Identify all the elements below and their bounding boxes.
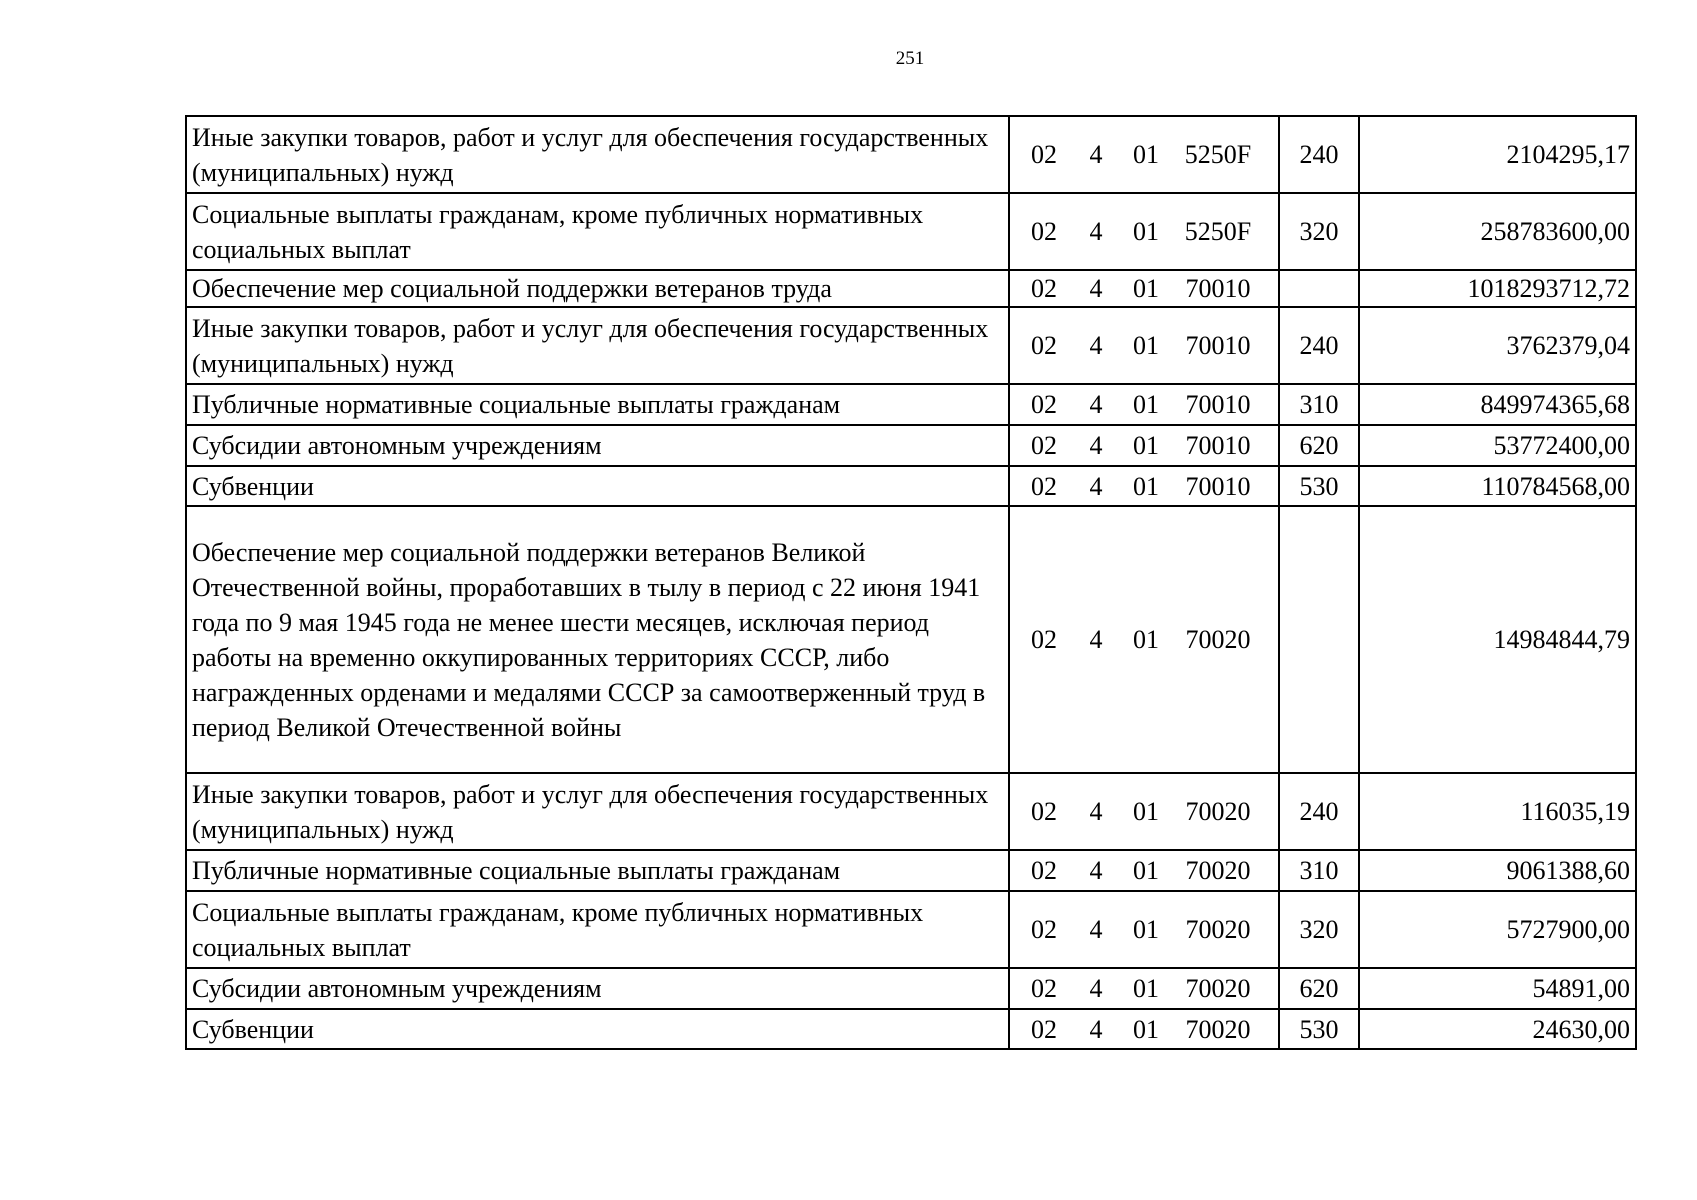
classification-code xyxy=(1009,773,1279,850)
code-part-1: 02 xyxy=(1031,431,1057,460)
code-part-1: 02 xyxy=(1031,274,1057,303)
table-row xyxy=(186,1009,1636,1049)
expense-type-code: 240 xyxy=(1279,773,1359,850)
expense-type-code: 320 xyxy=(1279,891,1359,968)
code-part-1: 02 xyxy=(1031,625,1057,654)
row-description: Обеспечение мер социальной поддержки ветеранов труда xyxy=(186,270,1009,307)
code-part-2: 4 xyxy=(1089,856,1103,885)
code-part-1: 02 xyxy=(1031,856,1057,885)
table-row xyxy=(186,193,1636,270)
code-part-4: 70020 xyxy=(1185,797,1251,826)
table-row xyxy=(186,116,1636,193)
amount: 2104295,17 xyxy=(1359,116,1636,193)
row-description: Иные закупки товаров, работ и услуг для обеспечения государственных (муниципальных) нужд xyxy=(186,773,1009,850)
table-row xyxy=(186,307,1636,384)
code-part-2: 4 xyxy=(1089,431,1103,460)
row-description: Публичные нормативные социальные выплаты гражданам xyxy=(186,384,1009,425)
amount: 110784568,00 xyxy=(1359,466,1636,506)
page-number: 251 xyxy=(895,48,925,69)
amount: 53772400,00 xyxy=(1359,425,1636,466)
expense-type-code: 240 xyxy=(1279,307,1359,384)
budget-table xyxy=(185,115,1637,1050)
classification-code xyxy=(1009,891,1279,968)
code-part-2: 4 xyxy=(1089,471,1103,501)
expense-type-code: 240 xyxy=(1279,116,1359,193)
code-part-2: 4 xyxy=(1089,390,1103,419)
amount: 9061388,60 xyxy=(1359,850,1636,891)
table-row xyxy=(186,891,1636,968)
code-part-4: 70020 xyxy=(1185,974,1251,1003)
code-part-2: 4 xyxy=(1089,915,1103,944)
table-row xyxy=(186,850,1636,891)
code-part-4: 5250F xyxy=(1184,217,1252,246)
code-part-2: 4 xyxy=(1089,217,1103,246)
code-part-1: 02 xyxy=(1031,1014,1057,1044)
code-part-4: 70010 xyxy=(1185,331,1251,360)
amount: 24630,00 xyxy=(1359,1009,1636,1049)
table-row xyxy=(186,466,1636,506)
row-description: Обеспечение мер социальной поддержки ветеранов Великой Отечественной войны, проработавших в тылу в период с 22 июня 1941 года по 9 мая 1945 года не менее шести месяцев, исключая период работы на временно оккупированных территориях СССР, либо награжденных орденами и медалями СССР за самоотверженный труд в период Великой Отечественной войны xyxy=(186,506,1009,773)
code-part-2: 4 xyxy=(1089,274,1103,303)
amount: 14984844,79 xyxy=(1359,506,1636,773)
table-row xyxy=(186,506,1636,773)
code-part-3: 01 xyxy=(1133,471,1159,501)
code-part-4: 70020 xyxy=(1185,915,1251,944)
code-part-2: 4 xyxy=(1089,974,1103,1003)
code-part-1: 02 xyxy=(1031,974,1057,1003)
code-part-1: 02 xyxy=(1031,915,1057,944)
classification-code xyxy=(1009,307,1279,384)
expense-type-code: 310 xyxy=(1279,850,1359,891)
code-part-4: 70020 xyxy=(1185,1014,1251,1044)
expense-type-code: 310 xyxy=(1279,384,1359,425)
classification-code xyxy=(1009,193,1279,270)
code-part-1: 02 xyxy=(1031,217,1057,246)
row-description: Субвенции xyxy=(186,466,1009,506)
row-description: Субвенции xyxy=(186,1009,1009,1049)
classification-code xyxy=(1009,1009,1279,1049)
code-part-1: 02 xyxy=(1031,140,1057,169)
code-part-4: 70020 xyxy=(1185,625,1251,654)
table-row xyxy=(186,773,1636,850)
classification-code xyxy=(1009,384,1279,425)
amount: 54891,00 xyxy=(1359,968,1636,1009)
classification-code xyxy=(1009,850,1279,891)
code-part-2: 4 xyxy=(1089,625,1103,654)
classification-code xyxy=(1009,968,1279,1009)
table-row xyxy=(186,270,1636,307)
expense-type-code: 530 xyxy=(1279,466,1359,506)
code-part-3: 01 xyxy=(1133,915,1159,944)
row-description: Субсидии автономным учреждениям xyxy=(186,968,1009,1009)
row-description: Публичные нормативные социальные выплаты гражданам xyxy=(186,850,1009,891)
code-part-3: 01 xyxy=(1133,974,1159,1003)
code-part-3: 01 xyxy=(1133,331,1159,360)
row-description: Иные закупки товаров, работ и услуг для обеспечения государственных (муниципальных) нужд xyxy=(186,307,1009,384)
table-row xyxy=(186,384,1636,425)
code-part-4: 5250F xyxy=(1184,140,1252,169)
code-part-3: 01 xyxy=(1133,797,1159,826)
code-part-3: 01 xyxy=(1133,217,1159,246)
code-part-3: 01 xyxy=(1133,1014,1159,1044)
amount: 3762379,04 xyxy=(1359,307,1636,384)
code-part-2: 4 xyxy=(1089,331,1103,360)
row-description: Субсидии автономным учреждениям xyxy=(186,425,1009,466)
code-part-3: 01 xyxy=(1133,390,1159,419)
code-part-2: 4 xyxy=(1089,140,1103,169)
code-part-3: 01 xyxy=(1133,431,1159,460)
code-part-4: 70010 xyxy=(1185,390,1251,419)
row-description: Иные закупки товаров, работ и услуг для обеспечения государственных (муниципальных) нужд xyxy=(186,116,1009,193)
classification-code xyxy=(1009,506,1279,773)
code-part-1: 02 xyxy=(1031,390,1057,419)
expense-type-code: 620 xyxy=(1279,425,1359,466)
expense-type-code: 320 xyxy=(1279,193,1359,270)
code-part-3: 01 xyxy=(1133,140,1159,169)
row-description: Социальные выплаты гражданам, кроме публичных нормативных социальных выплат xyxy=(186,193,1009,270)
classification-code xyxy=(1009,270,1279,307)
classification-code xyxy=(1009,425,1279,466)
row-description: Социальные выплаты гражданам, кроме публичных нормативных социальных выплат xyxy=(186,891,1009,968)
code-part-3: 01 xyxy=(1133,856,1159,885)
code-part-2: 4 xyxy=(1089,1014,1103,1044)
classification-code xyxy=(1009,466,1279,506)
amount: 1018293712,72 xyxy=(1359,270,1636,307)
classification-code xyxy=(1009,116,1279,193)
code-part-1: 02 xyxy=(1031,797,1057,826)
amount: 258783600,00 xyxy=(1359,193,1636,270)
code-part-4: 70020 xyxy=(1185,856,1251,885)
expense-type-code xyxy=(1279,506,1359,773)
table-row xyxy=(186,968,1636,1009)
code-part-4: 70010 xyxy=(1185,274,1251,303)
expense-type-code xyxy=(1279,270,1359,307)
code-part-4: 70010 xyxy=(1185,431,1251,460)
code-part-1: 02 xyxy=(1031,471,1057,501)
code-part-1: 02 xyxy=(1031,331,1057,360)
code-part-2: 4 xyxy=(1089,797,1103,826)
expense-type-code: 530 xyxy=(1279,1009,1359,1049)
table-row xyxy=(186,425,1636,466)
amount: 116035,19 xyxy=(1359,773,1636,850)
code-part-3: 01 xyxy=(1133,625,1159,654)
expense-type-code: 620 xyxy=(1279,968,1359,1009)
amount: 5727900,00 xyxy=(1359,891,1636,968)
code-part-3: 01 xyxy=(1133,274,1159,303)
code-part-4: 70010 xyxy=(1185,471,1251,501)
amount: 849974365,68 xyxy=(1359,384,1636,425)
